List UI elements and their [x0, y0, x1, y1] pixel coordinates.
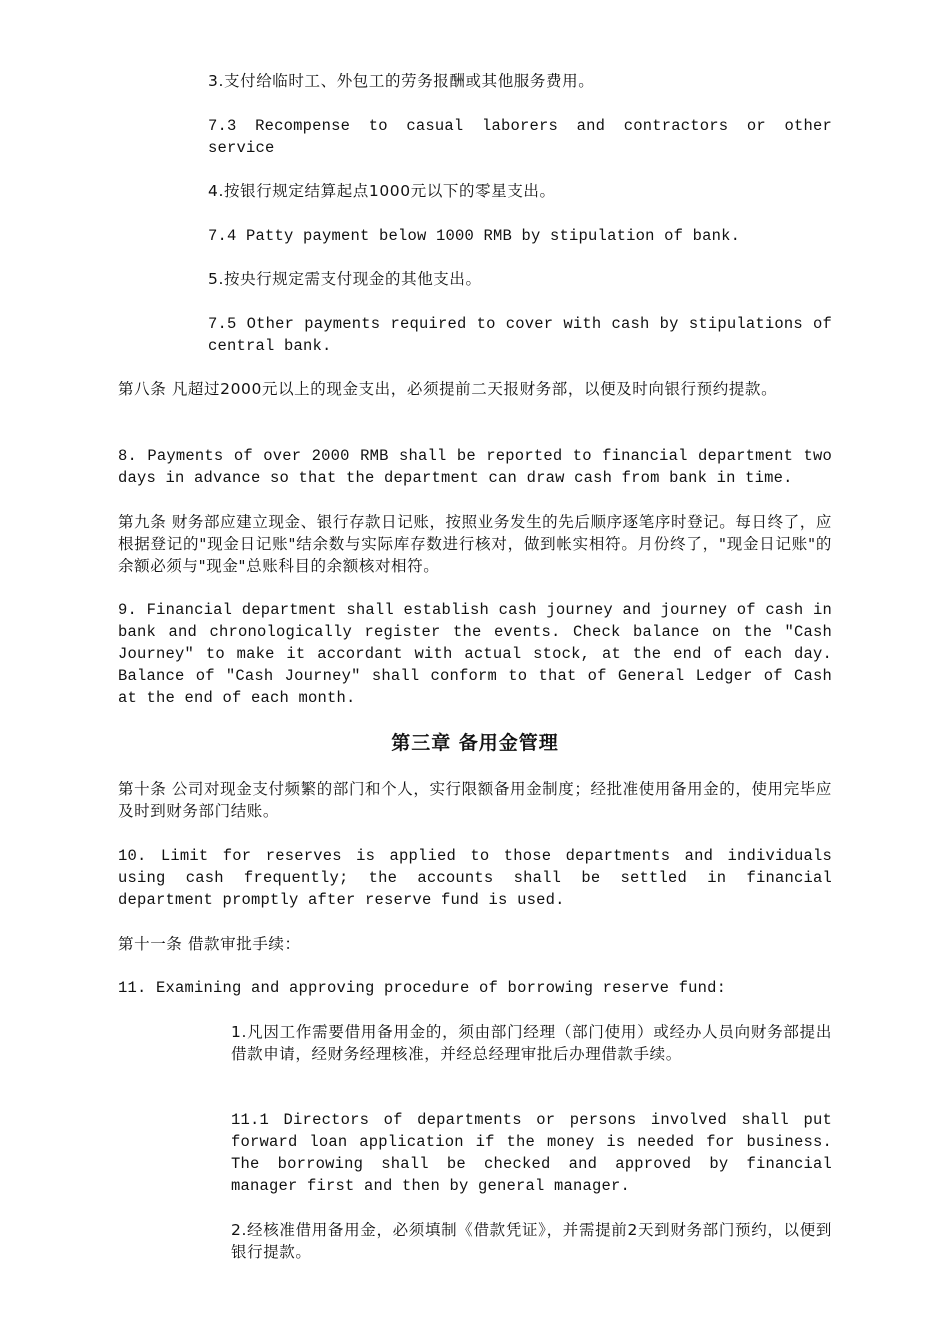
- clause-7-3-english: 7.3 Recompense to casual laborers and contractors or other service: [208, 117, 832, 157]
- article-8-chinese: 第八条 凡超过2000元以上的现金支出，必须提前二天报财务部，以便及时向银行预约提款。: [118, 380, 778, 398]
- clause-7-4-chinese: 4.按银行规定结算起点1000元以下的零星支出。: [208, 182, 556, 200]
- article-8-english: 8. Payments of over 2000 RMB shall be reported to financial department two days in advance so that the department can draw cash from bank in time.: [118, 447, 832, 487]
- article-9-chinese: 第九条 财务部应建立现金、银行存款日记账，按照业务发生的先后顺序逐笔序时登记。每日终了，应根据登记的"现金日记账"结余数与实际库存数进行核对，做到帐实相符。月份终了，"现金日记账"的余额必须与"现金"总账科目的余额核对相符。: [118, 513, 832, 575]
- article-10-chinese: 第十条 公司对现金支付频繁的部门和个人，实行限额备用金制度；经批准使用备用金的，使用完毕应及时到财务部门结账。: [118, 780, 832, 820]
- clause-7-4-english: 7.4 Patty payment below 1000 RMB by stipulation of bank.: [208, 227, 741, 245]
- chapter-heading: 第三章 备用金管理: [391, 732, 559, 754]
- clause-7-5-chinese: 5.按央行规定需支付现金的其他支出。: [208, 270, 482, 288]
- article-11-chinese: 第十一条 借款审批手续：: [118, 935, 301, 953]
- article-9-english: 9. Financial department shall establish cash journey and journey of cash in bank and chronologically register the events. Check balance on the "Cash Journey" to make it accordant with actual stock, at the end of each day. Balance of "Cash Journey" shall conform to that of General Ledger of Cash at the end of each month.: [118, 601, 832, 707]
- clause-7-3-chinese: 3.支付给临时工、外包工的劳务报酬或其他服务费用。: [208, 72, 595, 90]
- article-11-english: 11. Examining and approving procedure of borrowing reserve fund:: [118, 979, 727, 997]
- clause-11-1-english: 11.1 Directors of departments or persons involved shall put forward loan application if the money is needed for business. The borrowing shall be checked and approved by financial manager first and then by general manager.: [231, 1111, 832, 1195]
- article-10-english: 10. Limit for reserves is applied to those departments and individuals using cash frequently; the accounts shall be settled in financial department promptly after reserve fund is used.: [118, 847, 832, 909]
- clause-11-2-chinese: 2.经核准借用备用金，必须填制《借款凭证》，并需提前2天到财务部门预约，以便到银行提款。: [231, 1221, 832, 1261]
- clause-11-1-chinese: 1.凡因工作需要借用备用金的，须由部门经理（部门使用）或经办人员向财务部提出借款申请，经财务经理核准，并经总经理审批后办理借款手续。: [231, 1023, 832, 1063]
- clause-7-5-english: 7.5 Other payments required to cover with cash by stipulations of central bank.: [208, 315, 832, 355]
